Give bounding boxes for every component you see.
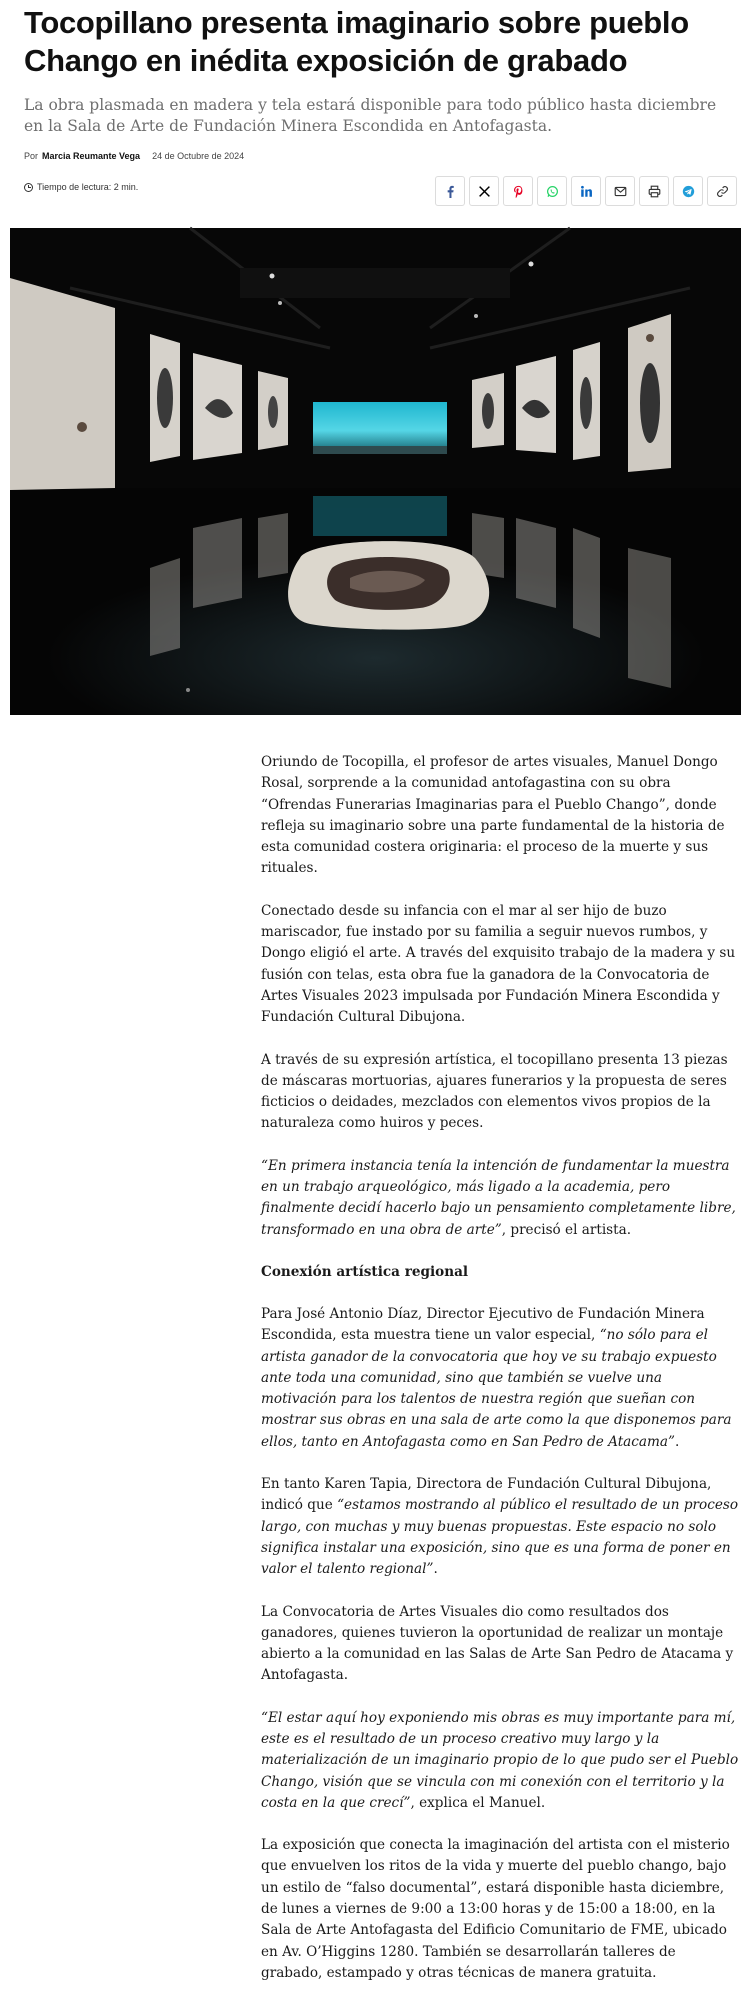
paragraph	[261, 1474, 741, 1580]
director-quote: “estamos mostrando al público el resultado de un proceso largo, con muchas y muy buenas propuestas. Este espacio no solo significa instalar una exposición, sino que es una forma de poner en valor el talento regional”	[261, 1497, 739, 1578]
exhibition-photo	[10, 228, 741, 715]
paragraph: La exposición que conecta la imaginación del artista con el misterio que envuelven los ritos de la vida y muerte del pueblo chango, bajo un estilo de “falso documental”, estará disponible hasta diciembre, de lunes a viernes de 9:00 a 13:00 horas y de 15:00 a 18:00, en la Sala de Arte Antofagasta del Edificio Comunitario de FME, ubicado en Av. O’Higgins 1280. También se desarrollarán talleres de grabado, estampado y otras técnicas de manera gratuita.	[261, 1837, 730, 1981]
share-facebook-button[interactable]	[435, 176, 465, 206]
reading-time	[24, 182, 138, 192]
copy-link-button[interactable]	[707, 176, 737, 206]
share-bar	[435, 176, 737, 206]
by-prefix: Por	[24, 151, 39, 161]
facebook-icon	[444, 185, 457, 198]
publish-date: 24 de Octubre de 2024	[152, 151, 245, 161]
share-x-button[interactable]	[469, 176, 499, 206]
paragraph: A través de su expresión artística, el tocopillano presenta 13 piezas de máscaras mortuorias, ajuares funerarios y la propuesta de seres ficticios o deidades, mezclados con elementos vivos propios de la naturaleza como huiros y peces.	[261, 1051, 728, 1132]
clock-icon	[24, 183, 33, 192]
article-title: Tocopillano presenta imaginario sobre pueblo Chango en inédita exposición de grabado	[24, 5, 689, 78]
x-icon	[478, 185, 491, 198]
quote-attribution: , explica el Manuel.	[410, 1794, 546, 1811]
share-pinterest-button[interactable]	[503, 176, 533, 206]
quote-end: .	[674, 1433, 680, 1450]
byline	[24, 151, 244, 161]
hero-image	[10, 228, 741, 715]
article-subtitle: La obra plasmada en madera y tela estará disponible para todo público hasta diciembre en la Sala de Arte de Fundación Minera Escondida en Antofagasta.	[24, 96, 717, 135]
print-button[interactable]	[639, 176, 669, 206]
linkedin-icon	[580, 185, 593, 198]
share-linkedin-button[interactable]	[571, 176, 601, 206]
director-quote: “no sólo para el artista ganador de la convocatoria que hoy ve su trabajo expuesto ante toda una comunidad, sino que también se vuelve una motivación para los talentos de nuestra región que sueñan con mostrar sus obras en una sala de arte como la que disponemos para ellos, tanto en Antofagasta como en San Pedro de Atacama”	[261, 1327, 732, 1450]
email-icon	[614, 185, 627, 198]
author-link[interactable]: Marcia Reumante Vega	[42, 151, 141, 161]
paragraph: Conectado desde su infancia con el mar al ser hijo de buzo mariscador, fue instado por su familia a seguir nuevos rumbos, y Dongo eligió el arte. A través del exquisito trabajo de la madera y su fusión con telas, esta obra fue la ganadora de la Convocatoria de Artes Visuales 2023 impulsada por Fundación Minera Escondida y Fundación Cultural Dibujona.	[261, 902, 736, 1026]
link-icon	[716, 185, 729, 198]
article-body	[261, 752, 741, 2005]
share-telegram-button[interactable]	[673, 176, 703, 206]
telegram-icon	[682, 185, 695, 198]
quote-end: .	[433, 1561, 438, 1578]
paragraph	[261, 1156, 741, 1241]
artist-quote: “En primera instancia tenía la intención de fundamentar la muestra en un trabajo arqueológico, más ligado a la academia, pero finalmente decidí hacerlo bajo un pensamiento completamente libre, transformado en una obra de arte”	[261, 1157, 736, 1238]
paragraph	[261, 1304, 741, 1453]
quote-attribution: , precisó el artista.	[501, 1221, 632, 1238]
quote-lead: Para José Antonio Díaz, Director Ejecutivo de Fundación Minera Escondida, esta muestra tiene un valor especial,	[261, 1305, 705, 1344]
artist-quote: “El estar aquí hoy exponiendo mis obras es muy importante para mí, este es el resultado de un proceso creativo muy largo y la materialización de un imaginario propio de lo que pudo ser el Pueblo Chango, visión que se vincula con mi conexión con el territorio y la costa en la que crecí”	[261, 1709, 739, 1811]
reading-time-label: Tiempo de lectura: 2 min.	[37, 182, 139, 192]
whatsapp-icon	[546, 185, 559, 198]
paragraph	[261, 1708, 741, 1814]
section-heading: Conexión artística regional	[261, 1263, 469, 1280]
paragraph: La Convocatoria de Artes Visuales dio como resultados dos ganadores, quienes tuvieron la oportunidad de realizar un montaje abierto a la comunidad en las Salas de Arte San Pedro de Atacama y Antofagasta.	[261, 1603, 734, 1684]
pinterest-icon	[512, 185, 525, 198]
share-email-button[interactable]	[605, 176, 635, 206]
paragraph: Oriundo de Tocopilla, el profesor de artes visuales, Manuel Dongo Rosal, sorprende a la comunidad antofagastina con su obra “Ofrendas Funerarias Imaginarias para el Pueblo Chango”, donde refleja su imaginario sobre una parte fundamental de la historia de esta comunidad costera originaria: el proceso de la muerte y sus rituales.	[261, 754, 725, 877]
quote-lead: En tanto Karen Tapia, Directora de Fundación Cultural Dibujona, indicó que	[261, 1476, 712, 1514]
share-whatsapp-button[interactable]	[537, 176, 567, 206]
print-icon	[648, 185, 661, 198]
